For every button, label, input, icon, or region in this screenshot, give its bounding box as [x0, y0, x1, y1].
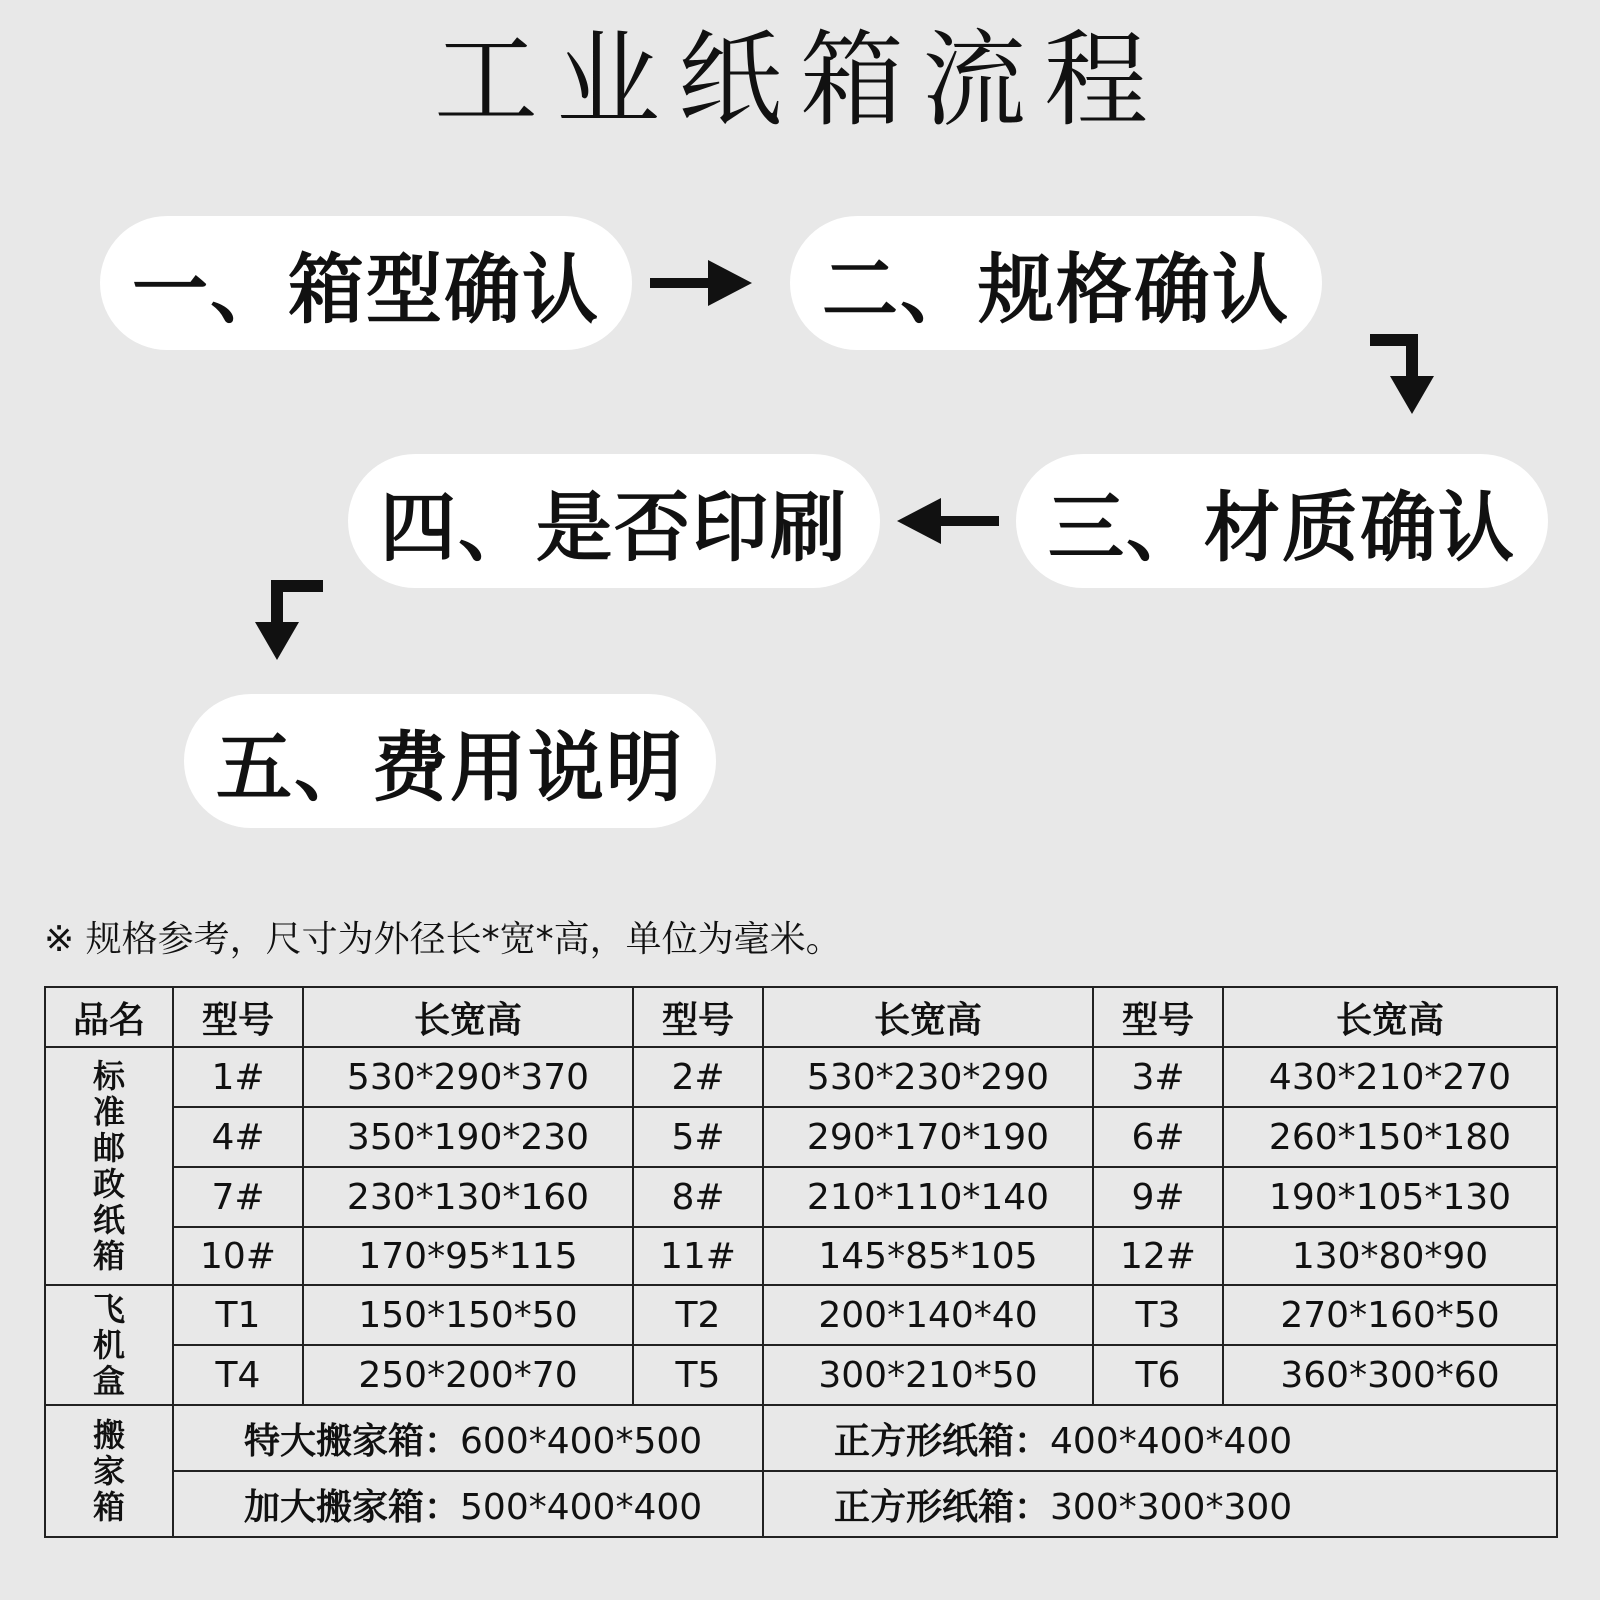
step-3-material: 三、材质确认 [1016, 454, 1548, 588]
moving-box-label: 正方形纸箱： [834, 1486, 1051, 1528]
dimension-cell: 360*300*60 [1223, 1345, 1557, 1405]
arrow-left-icon [895, 496, 999, 546]
dimension-cell: 300*210*50 [763, 1345, 1093, 1405]
dimension-cell: 200*140*40 [763, 1285, 1093, 1345]
arrow-turn-down-icon [1370, 330, 1450, 420]
dimension-cell: 290*170*190 [763, 1107, 1093, 1167]
header-model: 型号 [1093, 987, 1223, 1047]
model-cell: T5 [633, 1345, 763, 1405]
table-row [45, 1405, 1557, 1471]
moving-box-value: 500*400*400 [460, 1486, 703, 1528]
header-model: 型号 [173, 987, 303, 1047]
arrow-right-icon [650, 258, 754, 308]
moving-box-cell [173, 1405, 763, 1471]
table-header-row [45, 987, 1557, 1047]
dimension-cell: 250*200*70 [303, 1345, 633, 1405]
spec-note: ※ 规格参考，尺寸为外径长*宽*高，单位为毫米。 [44, 919, 842, 960]
model-cell: 9# [1093, 1167, 1223, 1227]
dimension-cell: 170*95*115 [303, 1227, 633, 1285]
dimension-cell: 530*290*370 [303, 1047, 633, 1107]
step-1-box-type: 一、箱型确认 [100, 216, 632, 350]
model-cell: 2# [633, 1047, 763, 1107]
step-5-cost: 五、费用说明 [184, 694, 716, 828]
table-row [45, 1227, 1557, 1285]
category-moving-box: 搬家箱 [45, 1405, 173, 1537]
moving-box-label: 正方形纸箱： [834, 1420, 1051, 1462]
model-cell: 4# [173, 1107, 303, 1167]
dimension-cell: 230*130*160 [303, 1167, 633, 1227]
model-cell: 12# [1093, 1227, 1223, 1285]
moving-box-cell [763, 1471, 1557, 1537]
header-dimensions: 长宽高 [303, 987, 633, 1047]
moving-box-cell [173, 1471, 763, 1537]
model-cell: 1# [173, 1047, 303, 1107]
dimension-cell: 270*160*50 [1223, 1285, 1557, 1345]
arrow-turn-down-left-icon [245, 576, 325, 666]
model-cell: T4 [173, 1345, 303, 1405]
moving-box-value: 400*400*400 [1050, 1420, 1293, 1462]
model-cell: 3# [1093, 1047, 1223, 1107]
dimension-cell: 350*190*230 [303, 1107, 633, 1167]
header-model: 型号 [633, 987, 763, 1047]
model-cell: 10# [173, 1227, 303, 1285]
dimension-cell: 430*210*270 [1223, 1047, 1557, 1107]
header-dimensions: 长宽高 [1223, 987, 1557, 1047]
model-cell: 8# [633, 1167, 763, 1227]
model-cell: 5# [633, 1107, 763, 1167]
dimension-cell: 150*150*50 [303, 1285, 633, 1345]
step-4-printing: 四、是否印刷 [348, 454, 880, 588]
dimension-cell: 260*150*180 [1223, 1107, 1557, 1167]
page-title: 工业纸箱流程 [433, 19, 1166, 141]
model-cell: 6# [1093, 1107, 1223, 1167]
moving-box-value: 600*400*500 [460, 1420, 703, 1462]
dimension-cell: 530*230*290 [763, 1047, 1093, 1107]
table-row [45, 1285, 1557, 1345]
step-2-spec: 二、规格确认 [790, 216, 1322, 350]
model-cell: 7# [173, 1167, 303, 1227]
header-product-name: 品名 [45, 987, 173, 1047]
category-standard-postal: 标准邮政纸箱 [45, 1047, 173, 1285]
dimension-cell: 145*85*105 [763, 1227, 1093, 1285]
moving-box-label: 特大搬家箱： [244, 1420, 461, 1462]
model-cell: T3 [1093, 1285, 1223, 1345]
table-row [45, 1345, 1557, 1405]
model-cell: T6 [1093, 1345, 1223, 1405]
dimension-cell: 190*105*130 [1223, 1167, 1557, 1227]
category-airplane-box: 飞机盒 [45, 1285, 173, 1405]
spec-table [44, 986, 1558, 1538]
table-row [45, 1107, 1557, 1167]
moving-box-value: 300*300*300 [1050, 1486, 1293, 1528]
model-cell: 11# [633, 1227, 763, 1285]
table-row [45, 1167, 1557, 1227]
dimension-cell: 210*110*140 [763, 1167, 1093, 1227]
moving-box-cell [763, 1405, 1557, 1471]
moving-box-label: 加大搬家箱： [244, 1486, 461, 1528]
table-row [45, 1047, 1557, 1107]
dimension-cell: 130*80*90 [1223, 1227, 1557, 1285]
model-cell: T1 [173, 1285, 303, 1345]
header-dimensions: 长宽高 [763, 987, 1093, 1047]
table-row [45, 1471, 1557, 1537]
model-cell: T2 [633, 1285, 763, 1345]
